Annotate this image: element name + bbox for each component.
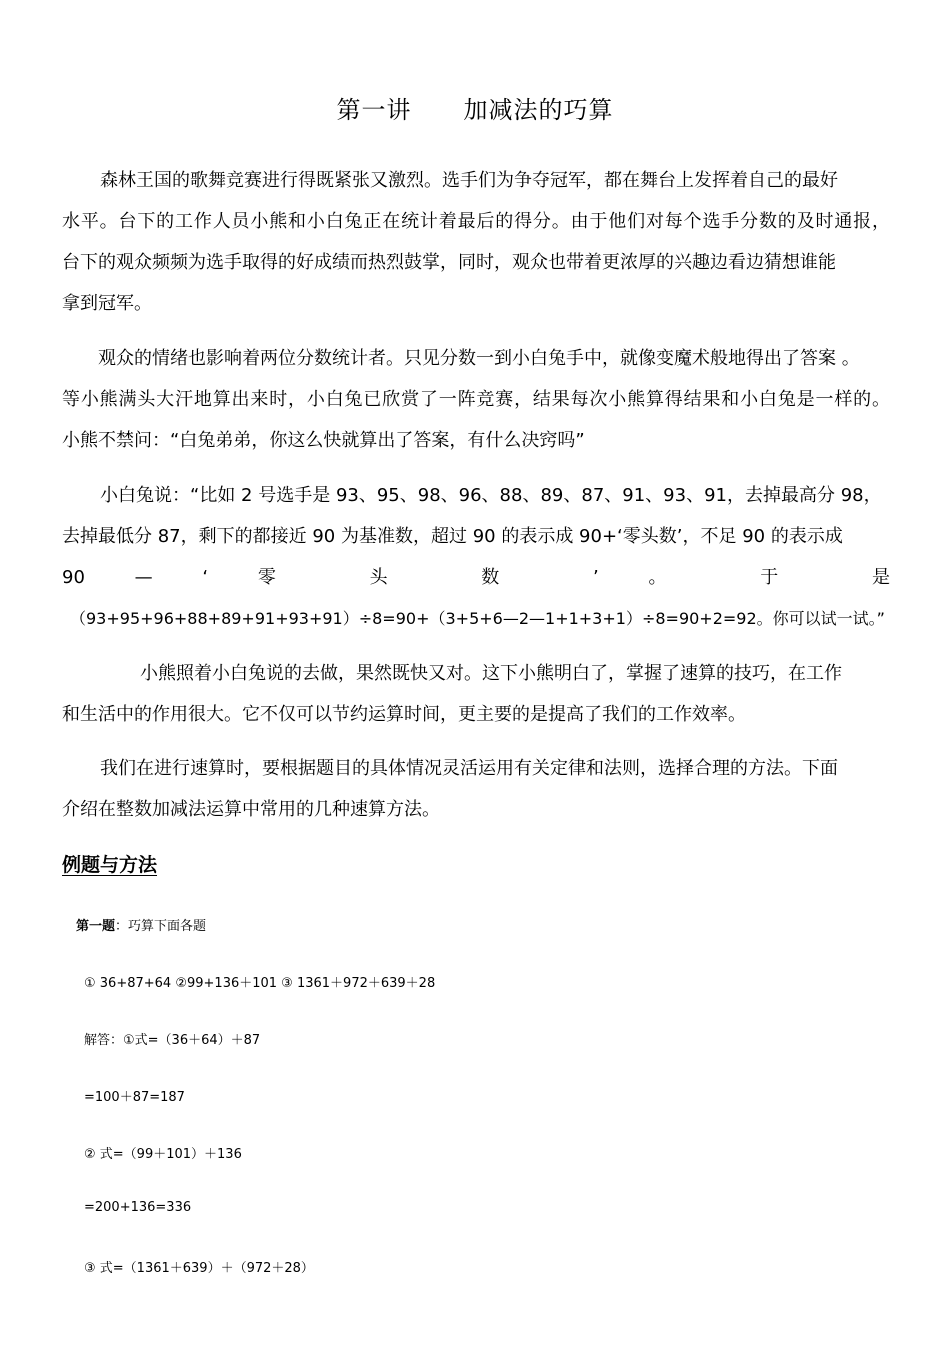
text-line: （93+95+96+88+89+91+93+91）÷8=90+（3+5+6—2—1+1+3+1）÷8=90+2=92。你可以试一试。” [70,609,885,628]
problem-prompt: ：巧算下面各题 [115,919,207,934]
page-title [0,90,950,125]
text-line: 和生活中的作用很大。它不仅可以节约运算时间，更主要的是提高了我们的工作效率。 [62,704,746,725]
problem-label: 第一题 [76,919,116,934]
text-line: 水平。台下的工作人员小熊和小白兔正在统计着最后的得分。由于他们对每个选手分数的及时通报， [62,211,890,232]
text-line: 我们在进行速算时，要根据题目的具体情况灵活运用有关定律和法则，选择合理的方法。下面 [100,758,838,779]
text-line: 小熊照着小白兔说的去做，果然既快又对。这下小熊明白了，掌握了速算的技巧，在工作 [140,663,842,684]
answer-line: =100＋87=187 [84,1090,185,1105]
paragraph-5 [62,748,890,830]
paragraph-2 [62,338,890,461]
text-line: 台下的观众频频为选手取得的好成绩而热烈鼓掌，同时，观众也带着更浓厚的兴趣边看边猜想谁能 [62,252,836,273]
text-line: 介绍在整数加减法运算中常用的几种速算方法。 [62,799,440,820]
answer-line: =200+136=336 [84,1200,192,1215]
text-line: 去掉最低分 87，剩下的都接近 90 为基准数，超过 90 的表示成 90+‘零头数’，不足 90 的表示成 [62,526,843,547]
text-line: 拿到冠军。 [62,293,152,314]
text-line: 90 — ‘ 零 头 数 ’ 。 于 是 [62,567,890,588]
problem-title [76,915,206,934]
paragraph-4 [62,653,890,735]
problem-items: ① 36+87+64 ②99+136＋101 ③ 1361＋972＋639＋28 [84,976,436,991]
answer-line: 解答：①式=（36＋64）＋87 [84,1033,261,1048]
paragraph-3 [62,475,890,639]
text-line: 小白兔说：“比如 2 号选手是 93、95、98、96、88、89、87、91、93、91，去掉最高分 98， [100,485,882,506]
text-line: 观众的情绪也影响着两位分数统计者。只见分数一到小白兔手中，就像变魔术般地得出了答案 。 [98,348,860,369]
paragraph-1 [62,160,890,324]
title-topic: 加减法的巧算 [463,96,614,124]
text-line: 等小熊满头大汗地算出来时，小白兔已欣赏了一阵竞赛，结果每次小熊算得结果和小白兔是一样的。 [62,389,890,410]
answer-line: ② 式=（99＋101）＋136 [84,1147,242,1162]
text-line: 小熊不禁问：“白兔弟弟，你这么快就算出了答案，有什么决窍吗” [62,430,585,451]
section-heading: 例题与方法 [62,854,158,876]
text-line: 森林王国的歌舞竞赛进行得既紧张又激烈。选手们为争夺冠军，都在舞台上发挥着自己的最好 [100,170,838,191]
title-lecture-number: 第一讲 [336,96,412,124]
answer-line: ③ 式=（1361＋639）＋（972＋28） [84,1261,314,1276]
